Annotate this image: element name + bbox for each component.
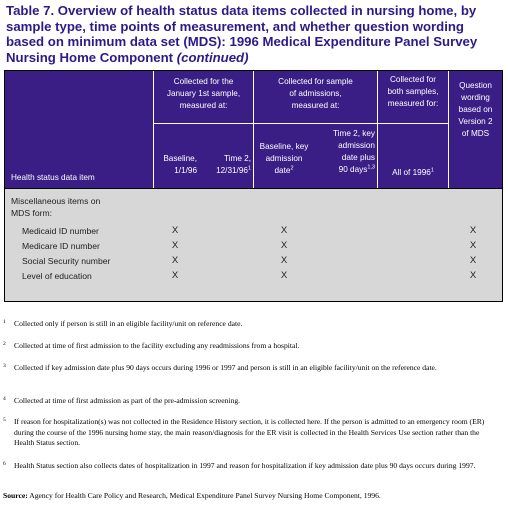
- footnote-ref: 1: [430, 167, 434, 174]
- group-header-mds-line: of MDS: [461, 129, 490, 138]
- row-label: Level of education: [22, 271, 92, 281]
- group-header-mds-line: Question: [459, 81, 492, 90]
- cell-baseline-adm: X: [280, 240, 288, 251]
- cell-mds: X: [469, 270, 477, 281]
- column-header-line: admission: [338, 141, 375, 150]
- group-header-january-line: January 1st sample,: [166, 89, 241, 98]
- group-header-both-line: Collected for: [390, 75, 436, 84]
- cell-baseline-jan: X: [171, 240, 179, 251]
- cell-mds: X: [469, 225, 477, 236]
- column-header-line: Time 2, key: [332, 129, 375, 138]
- column-header-text: 90 days: [338, 165, 368, 174]
- title-line-3: based on minimum data set (MDS): 1996 Medical Expenditure Panel Survey: [6, 34, 478, 49]
- group-header-both: [378, 74, 448, 110]
- section-label-line: Miscellaneous items on: [11, 196, 101, 206]
- footnote-text: Collected only if person is still in an eligible facility/unit on reference date.: [14, 319, 243, 328]
- column-header-line: [315, 164, 375, 176]
- column-header-baseline-adm: [255, 141, 313, 177]
- cell-baseline-jan: X: [171, 225, 179, 236]
- column-header-line: Time 2,: [224, 154, 251, 163]
- column-header-line: [201, 165, 251, 177]
- cell-baseline-jan: X: [171, 270, 179, 281]
- group-header-admissions-line: measured at:: [291, 101, 340, 110]
- column-header-line: Baseline, key: [259, 142, 309, 151]
- column-header-text: 12/31/96: [216, 166, 248, 175]
- footnote-ref: 2: [290, 165, 294, 172]
- column-header-item: Health status data item: [11, 173, 95, 182]
- column-header-line: admission: [265, 154, 303, 163]
- footnote-text: Collected at time of first admission to the facility excluding any readmissions from a hospital.: [14, 341, 300, 350]
- cell-baseline-jan: X: [171, 255, 179, 266]
- table-body: [5, 188, 502, 301]
- group-header-admissions: [254, 76, 377, 112]
- row-label: Medicaid ID number: [22, 226, 99, 236]
- footnote-number: 4: [3, 396, 6, 402]
- footnote-number: 1: [3, 319, 6, 325]
- row-label: Medicare ID number: [22, 241, 100, 251]
- footnote-number: 3: [3, 363, 6, 369]
- group-header-mds-line: Version 2: [458, 117, 493, 126]
- column-header-line: 1/1/96: [174, 166, 197, 175]
- group-header-both-line: both samples,: [387, 87, 439, 96]
- header-group-divider: [153, 123, 448, 124]
- cell-mds: X: [469, 255, 477, 266]
- column-header-baseline-jan: [155, 153, 197, 177]
- group-header-january-line: Collected for the: [173, 77, 234, 86]
- footnote-text: Health Status section also collects dates of hospitalization in 1997 and reason for hospitalization if key admission date plus 90 days occurs during 1997.: [14, 461, 476, 470]
- cell-baseline-adm: X: [280, 255, 288, 266]
- group-header-mds-line: based on: [458, 105, 493, 114]
- data-table: [4, 70, 503, 302]
- column-header-time2-adm: [315, 128, 375, 176]
- cell-mds: X: [469, 240, 477, 251]
- footnote-number: 5: [3, 417, 6, 423]
- column-header-line: date plus: [341, 153, 375, 162]
- group-header-mds-line: wording: [461, 93, 490, 102]
- title-line-1: Table 7. Overview of health status data items collected in nursing home, by: [6, 3, 477, 18]
- column-header-line: [255, 165, 313, 177]
- group-header-admissions-line: Collected for sample: [278, 77, 353, 86]
- cell-baseline-adm: X: [280, 270, 288, 281]
- group-header-both-line: measured for:: [387, 99, 439, 108]
- source-note: [3, 491, 508, 501]
- footnote-number: 6: [3, 461, 6, 467]
- title-continued: (continued): [176, 49, 249, 65]
- footnote-text: Collected at time of first admission as part of the pre-admission screening.: [14, 396, 241, 405]
- column-header-time2-jan: [201, 153, 251, 177]
- footnote-text: If reason for hospitalization(s) was not collected in the Residence History section, it is collected here. If the person is admitted to an emergency room (ER) during the course of the 1996 nursing home stay, the main reason/diagnosis for the ER visit is collected in the Health Services Use section rather than the Health Status section.: [14, 417, 485, 447]
- column-header-line: Baseline,: [163, 154, 197, 163]
- column-header-all-1996: [378, 167, 448, 179]
- row-label: Social Security number: [22, 256, 111, 266]
- column-header-text: All of 1996: [392, 168, 431, 177]
- table-header: [5, 71, 502, 188]
- title-line-4: [6, 50, 504, 66]
- cell-baseline-adm: X: [280, 225, 288, 236]
- footnote-text: Collected if key admission date plus 90 days occurs during 1996 or 1997 and person is still in an eligible facility/unit on the reference date.: [14, 363, 437, 372]
- footnote-ref: 1,3: [367, 164, 375, 171]
- footnote-ref: 1: [247, 165, 251, 172]
- group-header-january: [154, 76, 253, 112]
- footnote-number: 2: [3, 341, 6, 347]
- title-line-4-text: Nursing Home Component: [6, 49, 174, 65]
- column-header-text: date: [274, 166, 291, 175]
- group-header-admissions-line: of admissions,: [289, 89, 342, 98]
- section-label-line: MDS form:: [11, 208, 53, 218]
- title-line-2: sample type, time points of measurement, and whether question wording: [6, 18, 464, 34]
- source-label: Source:: [3, 491, 28, 500]
- table-title: [6, 3, 504, 65]
- source-text: Agency for Health Care Policy and Research, Medical Expenditure Panel Survey Nursing Home Component, 1996.: [29, 491, 381, 500]
- section-label: [11, 195, 100, 219]
- group-header-january-line: measured at:: [179, 101, 228, 110]
- group-header-mds-wording: [449, 80, 502, 140]
